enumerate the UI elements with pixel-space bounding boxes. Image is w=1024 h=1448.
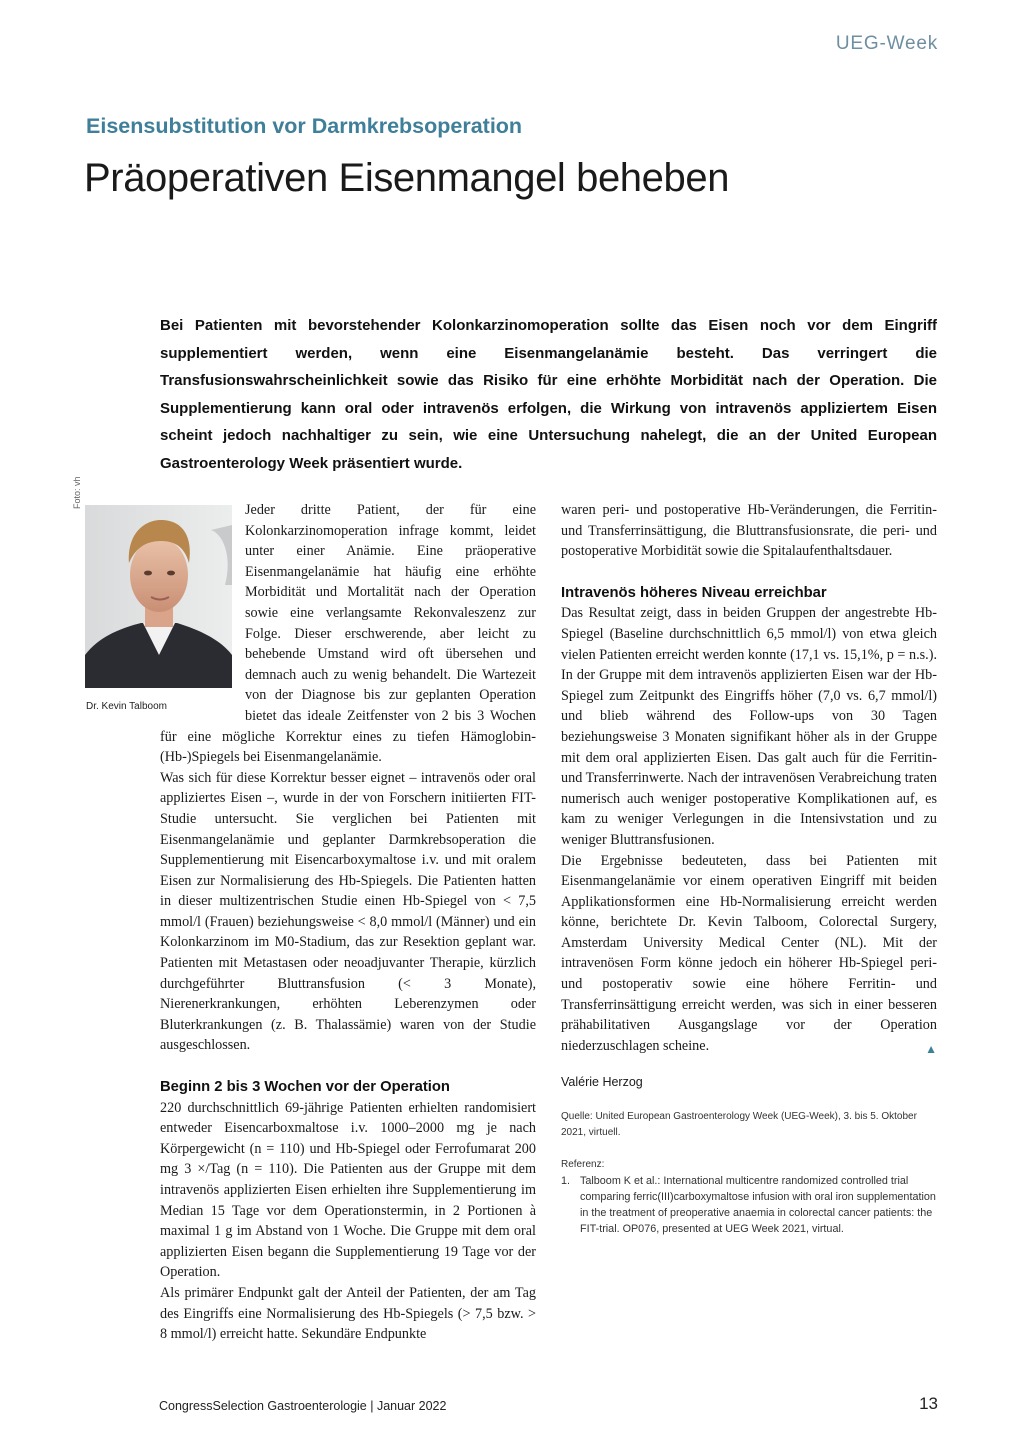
- body-paragraph: waren peri- und postoperative Hb-Veränderungen, die Ferritin- und Transferrinsättigung, die Bluttransfusionsrate, die peri- und postoperative Morbidität sowie die Spitalaufenthaltsdauer.: [561, 502, 937, 560]
- body-column-left: [160, 500, 536, 1345]
- reference-number: 1.: [561, 1175, 571, 1188]
- author-name: Valérie Herzog: [561, 1075, 643, 1090]
- body-paragraph: Was sich für diese Korrektur besser eignet – intravenös oder oral appliziertes Eisen –, wurde in der von Forschern initiierten FIT-Studie untersucht. Sie verglichen bei Patienten mit Eisenmangelanämie und geplanter Darmkrebsoperation die Supplementierung mit Eisencarboxymaltose i.v. und mit oralem Eisen zur Normalisierung des Hb-Spiegels. Die Patienten hatten in dieser multizentrischen Studie einen Hb-Spiegel von < 7,5 mmol/l (Frauen) beziehungsweise < 8,0 mmol/l (Männer) und ein Kolonkarzinom im M0-Stadium, das zur Resektion geplant war. Patienten mit Metastasen oder neoadjuvanter Therapie, kürzlich durchgeführter Bluttransfusion (< 3 Monate), Nierenerkrankungen, erhöhten Leberenzymen oder Bluterkrankungen (z. B. Thalassämie) waren von der Studie ausgeschlossen.: [160, 769, 536, 1054]
- page-number: 13: [919, 1394, 938, 1413]
- reference-text: Talboom K et al.: International multicentre randomized controlled trial comparing ferric(III)carboxymaltose infusion with oral iron supplementation in the treatment of preoperative anaemia in colorectal cancer patients: the FIT-trial. OP076, presented at UEG Week 2021, virtual.: [580, 1175, 936, 1236]
- source-note: Quelle: United European Gastroenterology Week (UEG-Week), 3. bis 5. Oktober 2021, virtuell.: [561, 1111, 917, 1139]
- section-label: UEG-Week: [835, 33, 938, 54]
- body-column-right: [561, 500, 937, 1237]
- footer-publication: CongressSelection Gastroenterologie | Januar 2022: [159, 1399, 447, 1413]
- article-title: Präoperativen Eisenmangel beheben: [84, 156, 730, 200]
- article-kicker: Eisensubstitution vor Darmkrebsoperation: [86, 114, 523, 138]
- photo-float-spacer: [160, 500, 245, 722]
- body-paragraph: Jeder dritte Patient, der für eine Kolonkarzinomoperation infrage kommt, leidet unter einer Anämie. Eine präoperative Eisenmangelanämie hat häufig eine erhöhte Morbidität und Mortalität nach der Operation sowie eine verlangsamte Rekonvaleszenz zur Folge. Dieser erschwerende, aber leicht zu behebende Umstand wird oft übersehen und demnach auch zu wenig behandelt. Die Wartezeit von der Diagnose bis zur geplanten Operation bietet das ideale Zeitfenster von 2 bis 3 Wochen für eine mögliche Korrektur eines zu tiefen Hämoglobin-(Hb-)Spiegels bei Eisenmangelanämie.: [160, 502, 536, 766]
- references-label: Referenz:: [561, 1159, 605, 1171]
- lead-paragraph: Bei Patienten mit bevorstehender Kolonkarzinomoperation sollte das Eisen noch vor dem Eingriff supplementiert werden, wenn eine Eisenmangelanämie besteht. Das verringert die Transfusionswahrscheinlichkeit sowie das Risiko für eine erhöhte Morbidität nach der Operation. Die Supplementierung kann oral oder intravenös erfolgen, die Wirkung von intravenös appliziertem Eisen scheint jedoch nachhaltiger zu sein, wie eine Untersuchung nahelegt, die an der United European Gastroenterology Week präsentiert wurde.: [160, 317, 937, 472]
- subheading: Intravenös höheres Niveau erreichbar: [561, 584, 827, 601]
- reference-item: [561, 1173, 937, 1237]
- reference-list: [561, 1173, 937, 1237]
- body-paragraph: Das Resultat zeigt, dass in beiden Gruppen der angestrebte Hb-Spiegel (Baseline durchschnittlich 6,5 mmol/l) von etwa gleich vielen Patienten erreicht werden konnte (17,1 vs. 15,1%, p = n.s.). In der Gruppe mit dem intravenös applizierten Eisen war der Hb-Spiegel zum Zeitpunkt des Eingriffs höher (7,0 vs. 6,7 mmol/l) und blieb während des Follow-ups von 30 Tagen beziehungsweise 3 Monaten signifikant höher als in der Gruppe mit dem oral applizierten Eisen. Das galt auch für die Ferritin- und Transferrinwerte. Nach der intravenösen Verabreichung traten numerisch auch weniger postoperative Komplikationen auf, es kam zu weniger Verlegungen in die Intensivstation und zu weniger Bluttransfusionen.: [561, 605, 937, 848]
- end-of-article-icon: ▲: [925, 1042, 937, 1057]
- subheading: Beginn 2 bis 3 Wochen vor der Operation: [160, 1079, 450, 1096]
- body-paragraph: Als primärer Endpunkt galt der Anteil der Patienten, der am Tag des Eingriffs eine Normalisierung des Hb-Spiegels (> 7,5 bzw. > 8 mmol/l) erreicht hatte. Sekundäre Endpunkte: [160, 1284, 536, 1343]
- photo-caption: Dr. Kevin Talboom: [86, 701, 167, 712]
- body-paragraph: 220 durchschnittlich 69-jährige Patienten erhielten randomisiert entweder Eisencarboxmaltose i.v. 1000–2000 mg je nach Körpergewicht (n = 110) und Hb-Spiegel oder Ferrofumarat 200 mg 3 ×/Tag (n = 110). Die Patienten aus der Gruppe mit dem intravenös applizierten Eisen erhielten ihre Supplementierung im Median 15 Tage vor dem Operationstermin, in 2 Portionen à maximal 1 g im Abstand von 1 Woche. Die Gruppe mit dem oral applizierten Eisen begann die Supplementierung 19 Tage vor der Operation.: [160, 1099, 536, 1281]
- body-paragraph: Die Ergebnisse bedeuteten, dass bei Patienten mit Eisenmangelanämie vor einem operativen Eingriff mit beiden Applikationsformen eine Hb-Normalisierung erreicht werden könne, berichtete Dr. Kevin Talboom, Colorectal Surgery, Amsterdam University Medical Center (NL). Mit der intravenösen Form könne jedoch ein höherer Hb-Spiegel peri- und postoperativ sowie eine höhere Ferritin- und Transferrinsättigung erreicht werden, was sich in einer besseren prähabilitativen Ausgangslage vor der Operation niederzuschlagen scheine.: [561, 852, 937, 1054]
- photo-credit: Foto: vh: [72, 476, 82, 509]
